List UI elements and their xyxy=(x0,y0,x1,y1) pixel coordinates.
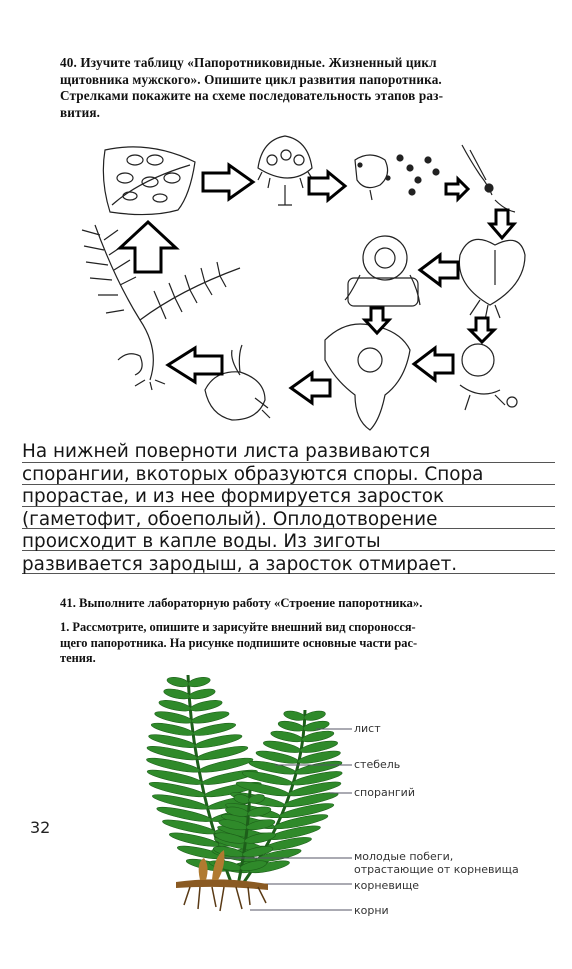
step-1-line-1: 1. Рассмотрите, опишите и зарисуйте внешний вид спороносся- xyxy=(60,620,416,634)
pinna xyxy=(176,843,224,861)
pinna xyxy=(192,721,237,738)
pinna xyxy=(148,732,197,750)
pinna xyxy=(294,759,343,777)
arrow-right-1 xyxy=(203,165,253,199)
task-40-number: 40. xyxy=(60,55,77,70)
task-40-line-4: вития. xyxy=(60,104,101,120)
pinna xyxy=(217,823,271,842)
label-rhizome: корневище xyxy=(354,879,420,892)
pinna xyxy=(166,676,190,689)
pinna xyxy=(297,749,342,766)
pinna xyxy=(262,739,302,755)
label-leaf: лист xyxy=(354,722,381,735)
step-1-line-2: щего папоротника. На рисунке подпишите основные части рас- xyxy=(60,635,418,650)
arrow-left-1 xyxy=(420,255,458,285)
pinna xyxy=(163,687,191,701)
arrow-down-1 xyxy=(490,210,514,238)
pinna xyxy=(235,779,290,798)
young-sporophyte-illustration xyxy=(460,344,517,410)
pinna xyxy=(194,732,243,750)
pinna xyxy=(255,749,300,766)
rhizome-illustration xyxy=(176,850,268,911)
archegonium-illustration xyxy=(345,236,420,306)
pinna xyxy=(185,857,229,874)
arrow-left-2 xyxy=(414,348,453,380)
pinna xyxy=(268,823,322,842)
pinna xyxy=(283,709,306,722)
left-frond xyxy=(146,675,270,885)
task-41-step-1 xyxy=(60,620,553,667)
answer-line-5: происходит в капле воды. Из зиготы xyxy=(22,531,381,552)
pinna xyxy=(299,739,339,755)
answer-text xyxy=(22,441,562,576)
pinna xyxy=(273,812,329,832)
pinna xyxy=(204,779,262,799)
right-frond xyxy=(209,709,343,885)
pinna xyxy=(239,859,267,873)
embryo-illustration xyxy=(325,324,410,430)
pinna xyxy=(210,804,267,824)
pinna xyxy=(198,755,254,775)
pinna xyxy=(201,767,258,787)
fern-life-cycle-diagram xyxy=(0,0,572,440)
germinating-spore-illustration xyxy=(462,145,515,212)
pinna xyxy=(244,831,277,846)
pinna xyxy=(218,830,270,849)
pinna xyxy=(211,846,258,864)
pinna xyxy=(303,709,326,722)
pinna xyxy=(209,858,251,875)
middle-frond xyxy=(212,790,276,885)
pinna xyxy=(220,812,276,832)
pinna xyxy=(301,729,335,744)
pinna xyxy=(248,759,297,777)
pinna xyxy=(255,846,302,864)
pinna xyxy=(245,818,275,832)
pinna xyxy=(187,676,211,689)
task-41-title: 41. Выполните лабораторную работу «Строение папоротника». xyxy=(60,596,423,610)
pinna xyxy=(148,779,206,799)
pinna xyxy=(190,709,230,725)
pinna xyxy=(214,859,242,873)
pinna xyxy=(189,698,223,713)
pinna xyxy=(283,790,339,810)
answer-line-1: На нижней поверноти листа развиваются xyxy=(22,441,431,462)
task-40-line-1: 40. Изучите таблицу «Папоротниковидные. Жизненный цикл xyxy=(60,55,437,70)
label-stem: стебель xyxy=(354,758,401,771)
pinna xyxy=(226,857,270,874)
pinna xyxy=(162,817,217,837)
pinna xyxy=(225,805,250,818)
task-40-line-3: Стрелками покажите на схеме последовательность этапов раз- xyxy=(60,88,444,103)
pinna xyxy=(154,709,194,725)
pinna xyxy=(277,719,305,733)
pinna xyxy=(168,830,220,849)
label-roots: корни xyxy=(354,904,389,917)
pinna xyxy=(156,804,213,824)
pinna xyxy=(270,729,304,744)
page-number: 32 xyxy=(30,818,51,837)
sporangium-illustration xyxy=(355,155,439,200)
task-40-line-2: щитовника мужского». Опишите цикл развития папоротника. xyxy=(60,71,442,87)
pinna xyxy=(261,835,312,854)
label-young-shoots: молодые побеги, отрастающие от корневища xyxy=(354,850,519,876)
arrow-left-4 xyxy=(168,348,222,382)
pinna xyxy=(302,719,330,733)
pinna xyxy=(287,779,342,798)
pinna xyxy=(248,858,290,875)
pinna xyxy=(222,843,270,861)
pinna xyxy=(233,793,251,805)
pinna xyxy=(214,835,265,854)
pinna xyxy=(278,801,334,821)
arrow-right-3 xyxy=(446,179,468,199)
pinna xyxy=(151,792,209,812)
pinna xyxy=(196,744,249,763)
pinna xyxy=(212,844,244,859)
answer-line-6: развивается зародыш, а заросток отмирает. xyxy=(22,553,458,575)
arrow-up-1 xyxy=(120,222,176,272)
pinna xyxy=(150,721,195,738)
pinna xyxy=(248,793,266,805)
pinna xyxy=(218,818,248,832)
arrow-left-3 xyxy=(291,373,330,403)
pinna xyxy=(146,744,199,763)
cycle-arrows xyxy=(120,165,514,403)
arrow-down-2 xyxy=(470,318,494,342)
pinna xyxy=(188,687,216,701)
pinna xyxy=(247,805,272,818)
pinna xyxy=(230,790,286,810)
pinna xyxy=(207,792,265,812)
leaf-sori-illustration xyxy=(103,147,195,215)
answer-line-3: прорастае, и из нее формируется заросток xyxy=(22,486,445,507)
pinna xyxy=(146,767,203,787)
step-1-line-3: тения. xyxy=(60,651,96,665)
pinna xyxy=(291,769,343,788)
answer-line-2: спорангии, вкоторых образуются споры. Спора xyxy=(22,463,484,485)
label-sporangium: спорангий xyxy=(354,786,415,799)
pinna xyxy=(214,817,269,837)
pinna xyxy=(225,801,281,821)
pinna xyxy=(158,698,192,713)
pinna xyxy=(214,831,247,846)
pinna xyxy=(241,769,293,788)
answer-line-4: (гаметофит, обоеполый). Оплодотворение xyxy=(22,508,438,530)
prothallus-illustration xyxy=(459,239,525,320)
arrow-right-2 xyxy=(309,172,345,200)
pinna xyxy=(146,755,202,775)
pinna xyxy=(242,844,274,859)
sorus-section-illustration xyxy=(258,136,313,205)
